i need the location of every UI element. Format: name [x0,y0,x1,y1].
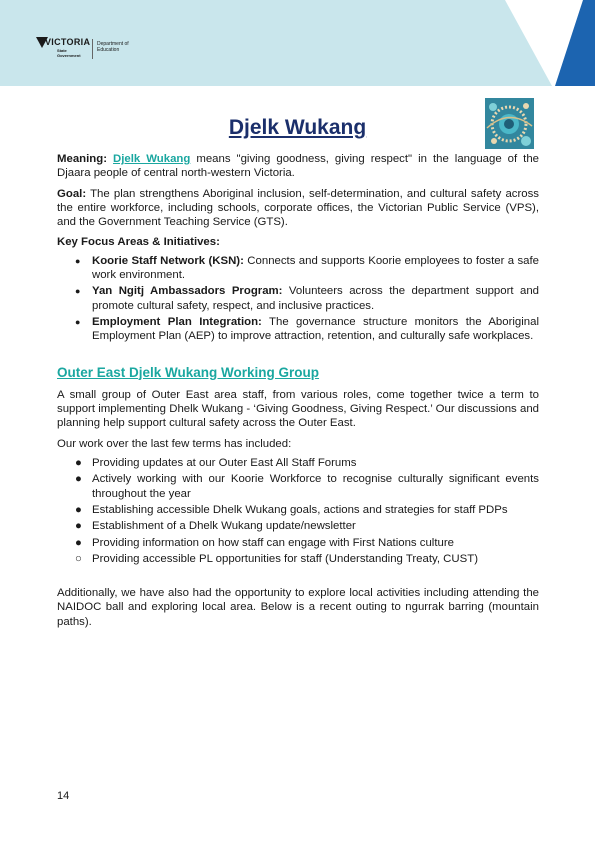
page-title: Djelk Wukang [228,116,367,139]
focus-item-title: Employment Plan Integration: [92,315,262,328]
meaning-label: Meaning: [57,153,107,165]
list-item [57,503,539,517]
work-item-text: Establishing accessible Dhelk Wukang goals, actions and strategies for staff PDPs [92,503,508,516]
goal-paragraph [57,187,539,230]
bullet-icon: ● [75,536,82,549]
list-item [57,456,539,470]
list-item [57,552,539,566]
section-title: Outer East Djelk Wukang Working Group [57,364,320,380]
intro-paragraph: A small group of Outer East area staff, from various roles, come together twice a term to support implementing Dhelk Wukang - ‘Giving Goodness, Giving Respect.’ Our discussions and planning help support cultural safety across the Outer East. [57,388,539,430]
list-item [57,284,539,313]
work-item-text: Providing updates at our Outer East All Staff Forums [92,457,357,470]
work-item-text: Actively working with our Koorie Workforce to recognise culturally significant events throughout the year [92,473,539,500]
focus-heading: Key Focus Areas & Initiatives: [57,236,220,249]
focus-item-title: Koorie Staff Network (KSN): [92,254,244,267]
bullet-icon: ● [75,255,81,266]
list-item [57,519,539,533]
circle-bullet-icon: ○ [75,552,82,565]
work-item-text: Providing accessible PL opportunities for staff (Understanding Treaty, CUST) [92,552,478,565]
page-number: 14 [57,790,70,802]
list-item [57,536,539,550]
work-item-text: Establishment of a Dhelk Wukang update/newsletter [92,520,356,533]
bullet-icon: ● [75,473,82,486]
focus-item-text: Volunteers across the department support and promote cultural safety, respect, and inclusive practices. [92,285,539,312]
djelk-wukang-link[interactable]: Djelk Wukang [113,153,191,165]
bullet-icon: ● [75,286,81,297]
list-item [57,315,539,344]
bullet-icon: ● [75,520,82,533]
meaning-text: means "giving goodness, giving respect" in the language of the Djaara people of central north-western Victoria. [57,153,540,180]
focus-item-text: The governance structure monitors the Aboriginal Employment Plan (AEP) to improve attraction, retention, and culturally safe workplaces. [92,315,539,343]
department-name: Department of Education [97,41,129,53]
closing-paragraph: Additionally, we have also had the opportunity to explore local activities including attending the NAIDOC ball and exploring local area. Below is a recent outing to ngurrak barring (mountain paths). [57,587,539,628]
bullet-icon: ● [75,316,81,327]
logo-divider [92,39,93,59]
logo-subtitle: State Government [57,48,81,58]
goal-label: Goal: [57,187,87,200]
work-list [57,456,539,566]
focus-item-text: Connects and supports Koorie employees to foster a safe work environment. [92,254,540,282]
list-item [57,472,539,501]
focus-item-title: Yan Ngitj Ambassadors Program: [92,285,283,298]
goal-text: The plan strengthens Aboriginal inclusion, self-determination, and cultural safety across the entire workforce, including schools, corporate offices, the Victorian Public Service (VPS), and the Government Teaching Service (GTS). [57,187,539,229]
list-item [57,254,539,283]
work-heading: Our work over the last few terms has included: [57,437,292,450]
main-content [57,152,539,635]
logo-title: VICTORIA [45,37,91,47]
focus-list [57,254,539,344]
bullet-icon: ● [75,457,82,470]
bullet-icon: ● [75,503,82,516]
work-item-text: Providing information on how staff can engage with First Nations culture [92,536,454,549]
meaning-paragraph [57,152,539,181]
